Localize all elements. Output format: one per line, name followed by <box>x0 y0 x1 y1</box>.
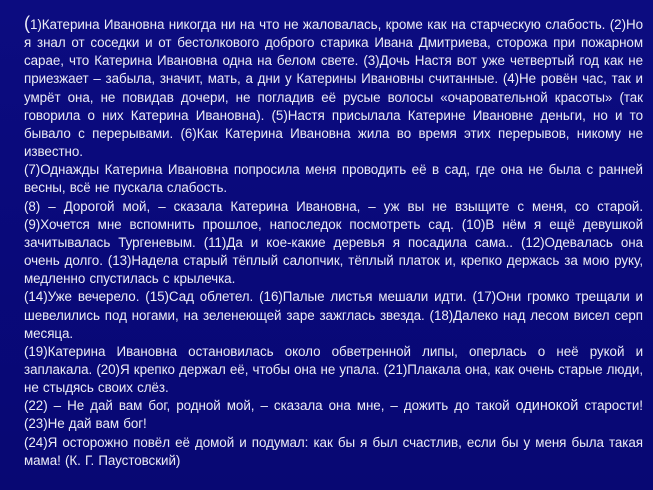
paragraph-7: (24)Я осторожно повёл её домой и подумал: как бы я был счастлив, если бы у меня была такая мама! (К. Г. Паустовский) <box>24 434 643 468</box>
paragraph-6-emphasis: одинокой <box>515 398 579 415</box>
paragraph-6-text-before: (22) – Не дай вам бог, родной мой, – сказала она мне, – дожить до такой <box>24 398 516 414</box>
paragraph-4: (14)Уже вечерело. (15)Сад облетел. (16)Палые листья мешали идти. (17)Они громко трещали и шевелились под ногами, на зеленеющей заре зажглась звезда. (18)Далеко над лесом висел серп месяца. <box>24 289 643 341</box>
paragraph-1-text: 1)Катерина Ивановна никогда ни на что не жаловалась, кроме как на старческую слабость. (2)Но я знал от соседки и от бестолкового доброго старика Ивана Дмитриева, сторожа при пожарном сарае, что Катерина Ивановна одна на белом свете. (3)Дочь Настя вот уже четвертый год как не приезжает – забыла, значит, мать, а дни у Катерины Ивановны считанные. (4)Не ровён час, так и умрёт она, не повидав дочери, не погладив её русые волосы «очаровательной красоты» (так говорила о них Катерина Ивановна). (5)Настя присылала Катерине Ивановне деньги, но и то бывало с перерывами. (6)Как Катерина Ивановна жила во время этих перерывов, никому не известно. <box>24 17 643 160</box>
story-text <box>24 14 643 470</box>
paragraph-2: (7)Однажды Катерина Ивановна попросила меня проводить её в сад, где она не была с ранней весны, всё не пускала слабость. <box>24 162 643 196</box>
paragraph-1 <box>24 14 643 161</box>
paragraph-5: (19)Катерина Ивановна остановилась около обветренной липы, оперлась о неё рукой и заплакала. (20)Я крепко держал её, чтобы она не упала. (21)Плакала она, как очень старые люди, не стыдясь своих слёз. <box>24 343 643 396</box>
paragraph-1-lead-bracket: ( <box>24 13 30 33</box>
paragraph-3: (8) – Дорогой мой, – сказала Катерина Ивановна, – уж вы не взыщите с меня, со старой. (9)Хочется мне вспомнить прошлое, напоследок посмотреть сад. (10)В нём я ещё девушкой зачитывалась Тургеневым. (11)Да и кое-какие деревья я посадила сама.. (12)Одевалась она очень долго. (13)Надела старый тёплый салопчик, тёплый платок и, крепко держась за мою руку, медленно спустилась с крылечка. <box>24 198 643 287</box>
paragraph-6 <box>24 397 643 433</box>
paragraph-6-text-after: старости! (23)Не дай вам бог! <box>24 398 643 432</box>
